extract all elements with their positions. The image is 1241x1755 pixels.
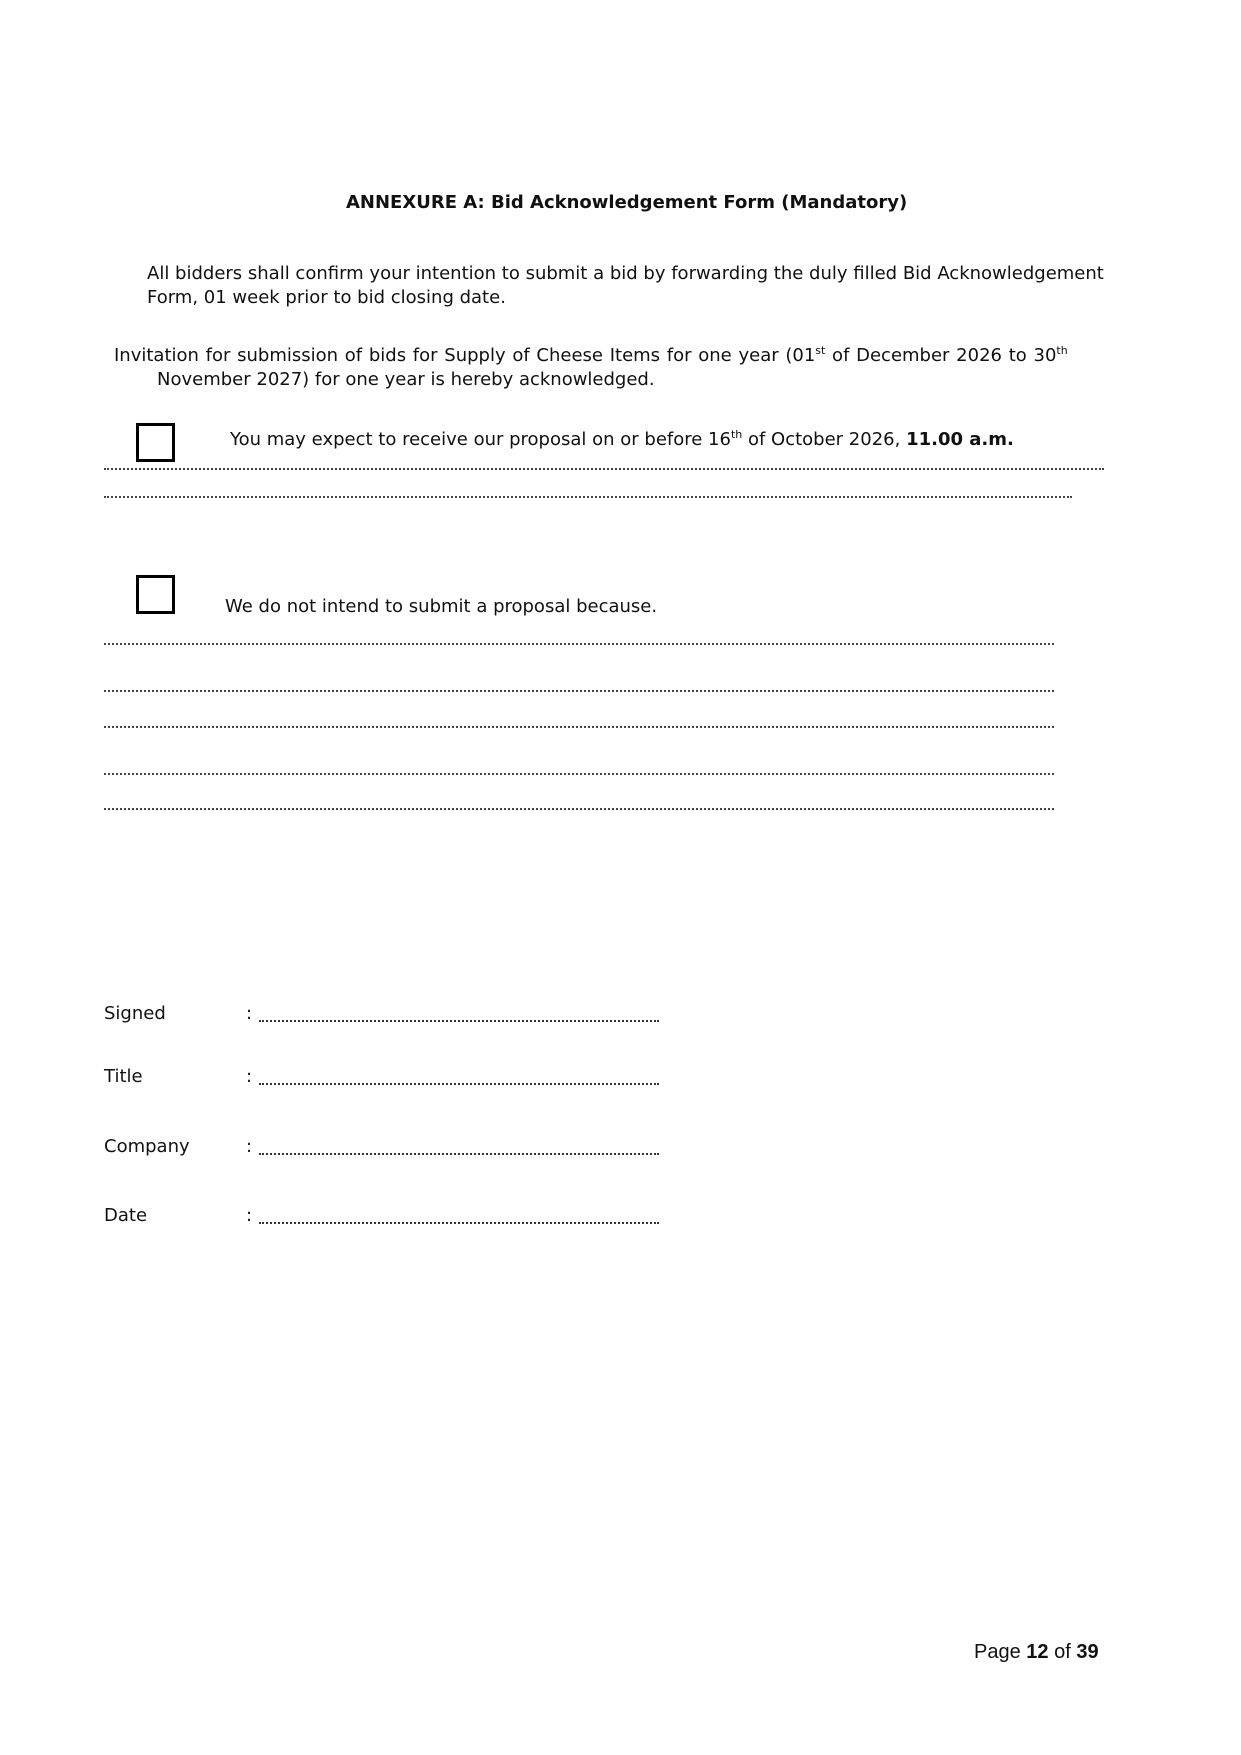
decline-dotted-line-3[interactable] — [104, 726, 1054, 728]
date-label: Date — [104, 1205, 148, 1226]
decline-dotted-line-4[interactable] — [104, 773, 1054, 775]
signed-label: Signed — [104, 1003, 166, 1024]
accept-option-text — [230, 429, 1014, 450]
invitation-sup-2: th — [1056, 344, 1068, 357]
invitation-line-2: November 2027) for one year is hereby acknowledged. — [157, 369, 655, 390]
page-total: 39 — [1076, 1641, 1099, 1663]
title-label: Title — [104, 1066, 143, 1087]
date-colon: : — [246, 1205, 253, 1226]
accept-time: 11.00 a.m. — [906, 429, 1014, 450]
accept-text-a: You may expect to receive our proposal on or before 16 — [230, 429, 731, 450]
decline-dotted-line-2[interactable] — [104, 690, 1054, 692]
company-colon: : — [246, 1136, 253, 1157]
invitation-line-1 — [114, 345, 1068, 366]
company-field[interactable] — [259, 1153, 659, 1155]
invitation-sup-1: st — [815, 344, 826, 357]
intro-paragraph — [147, 262, 1104, 310]
page-current: 12 — [1026, 1641, 1049, 1663]
title-colon: : — [246, 1066, 253, 1087]
accept-sup: th — [730, 428, 743, 441]
signed-field[interactable] — [259, 1020, 659, 1022]
decline-option-text: We do not intend to submit a proposal because. — [225, 596, 658, 617]
page-number — [974, 1641, 1099, 1664]
title-field[interactable] — [259, 1083, 659, 1085]
page-word: Page — [974, 1641, 1021, 1663]
accept-dotted-line-2[interactable] — [104, 496, 1072, 498]
accept-checkbox[interactable] — [136, 423, 175, 462]
invitation-text-a: Invitation for submission of bids for Supply of Cheese Items for one year (01 — [114, 345, 816, 366]
company-label: Company — [104, 1136, 190, 1157]
intro-line-1: All bidders shall confirm your intention to submit a bid by forwarding the duly filled Bid Acknowledgement — [147, 263, 1104, 284]
invitation-text-b: of December 2026 to 30 — [825, 345, 1057, 366]
intro-line-2: Form, 01 week prior to bid closing date. — [147, 287, 506, 308]
form-title: ANNEXURE A: Bid Acknowledgement Form (Mandatory) — [346, 192, 908, 213]
decline-dotted-line-5[interactable] — [104, 808, 1054, 810]
decline-checkbox[interactable] — [136, 575, 175, 614]
page-of-word: of — [1054, 1641, 1071, 1663]
signed-colon: : — [246, 1003, 253, 1024]
accept-dotted-line-1[interactable] — [104, 468, 1104, 470]
decline-dotted-line-1[interactable] — [104, 643, 1054, 645]
accept-text-b: of October 2026, — [742, 429, 907, 450]
date-field[interactable] — [259, 1222, 659, 1224]
